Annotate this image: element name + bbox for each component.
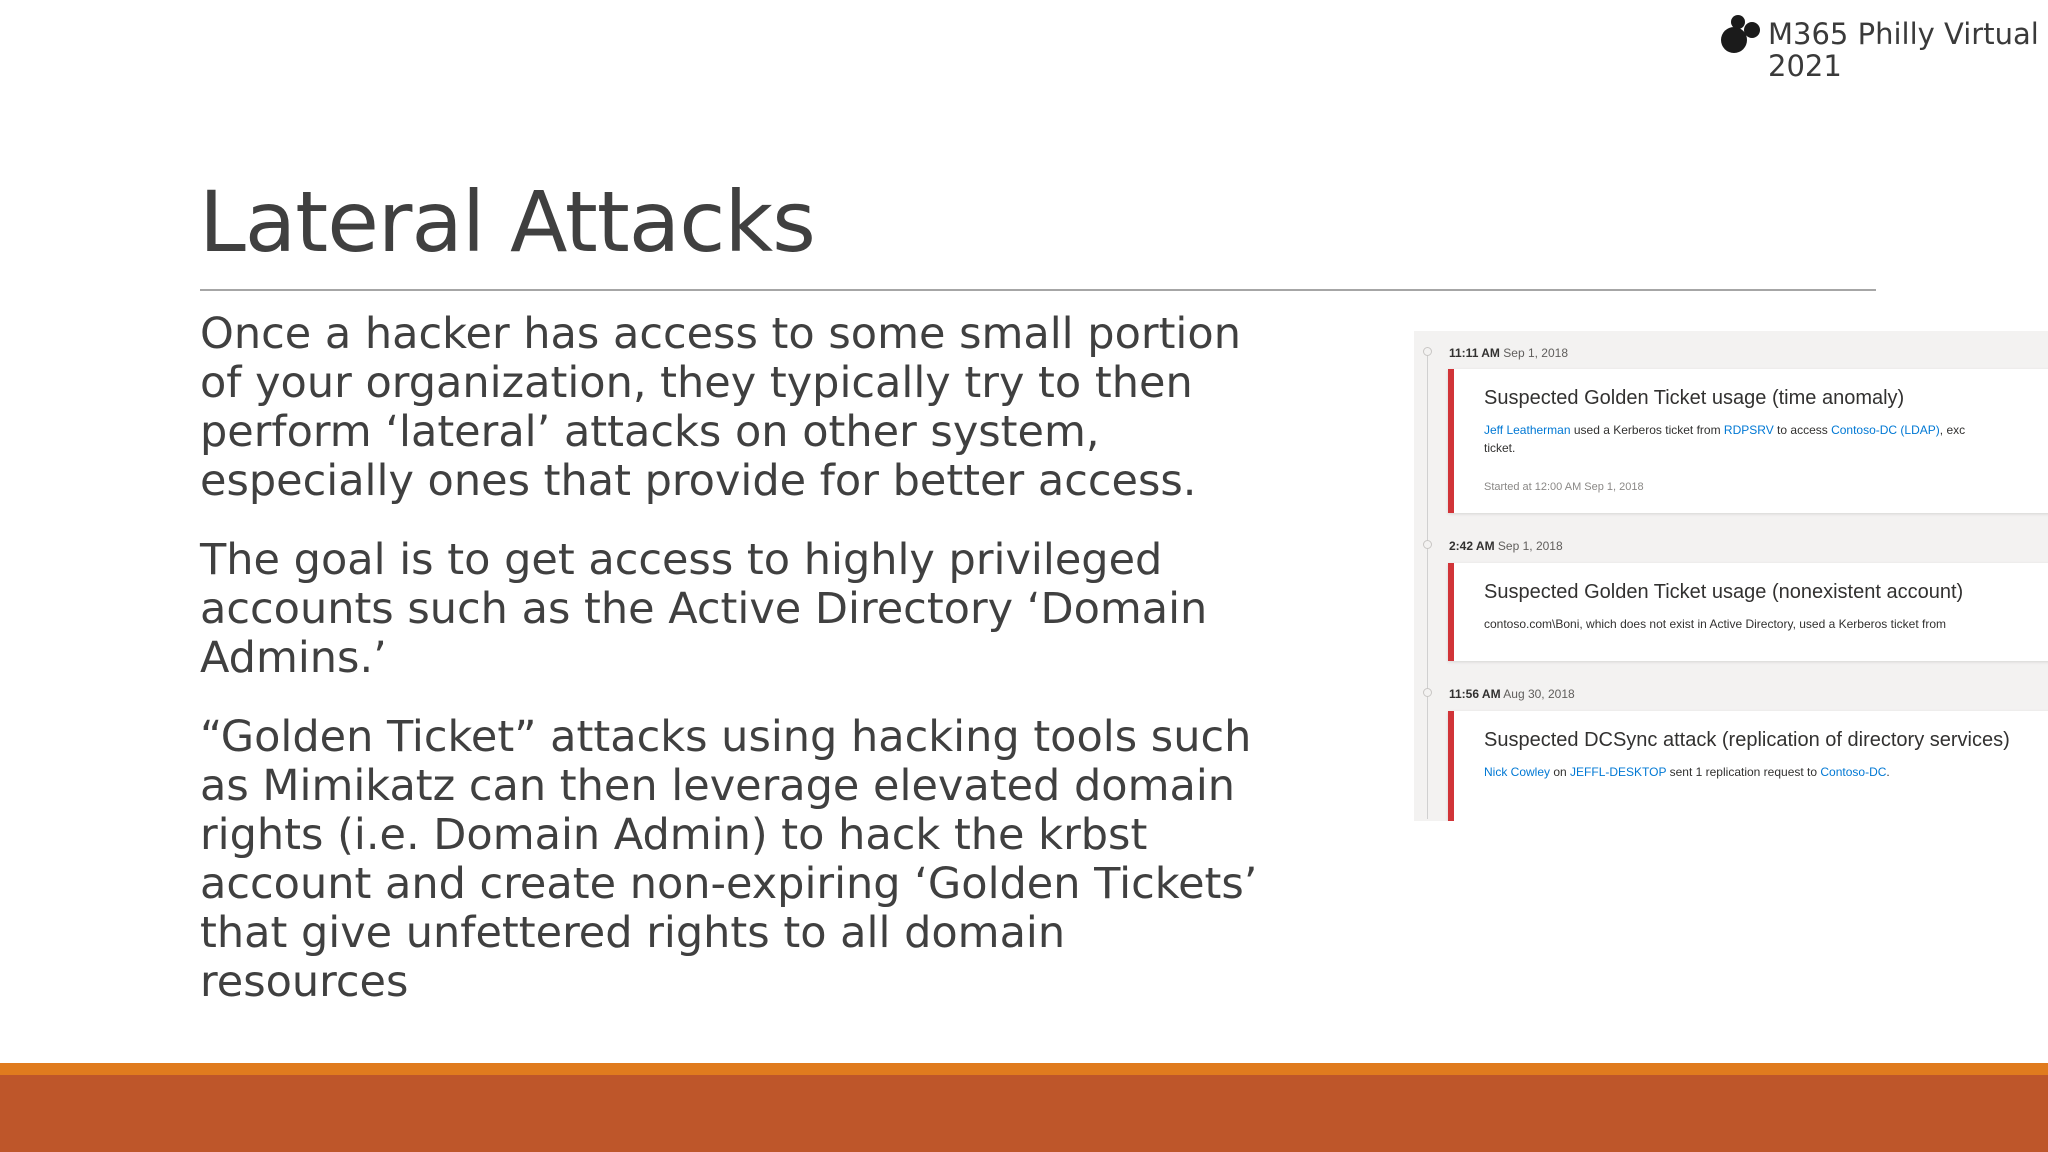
slide-body xyxy=(200,310,1280,1037)
desc-text: used a Kerberos ticket from xyxy=(1570,423,1724,437)
three-circles-logo-icon xyxy=(1714,14,1762,62)
timeline-dot xyxy=(1423,540,1432,549)
severity-bar xyxy=(1448,563,1454,661)
alert-timestamp xyxy=(1449,539,1563,553)
host-link[interactable]: JEFFL-DESKTOP xyxy=(1570,765,1667,779)
footer-accent-stripe xyxy=(0,1063,2048,1075)
alerts-screenshot xyxy=(1414,331,2048,821)
timeline-line xyxy=(1427,349,1428,819)
alert-time: 2:42 AM xyxy=(1449,539,1495,553)
severity-bar xyxy=(1448,369,1454,513)
alert-date: Sep 1, 2018 xyxy=(1503,346,1568,360)
host-link[interactable]: RDPSRV xyxy=(1723,423,1774,437)
desc-text: on xyxy=(1550,765,1571,779)
alert-timestamp xyxy=(1449,687,1575,701)
paragraph-golden-ticket: “Golden Ticket” attacks using hacking tools such as Mimikatz can then leverage elevated domain rights (i.e. Domain Admin) to hack the krbst account and create non-expiring ‘Golden Tickets’ that give unfettered rights to all domain resources xyxy=(200,712,1258,1007)
alert-card-golden-ticket-nonexistent[interactable] xyxy=(1448,563,2048,661)
alert-description xyxy=(1484,421,1965,457)
alert-title[interactable]: Suspected Golden Ticket usage (nonexistent account) xyxy=(1484,581,1964,603)
alert-description xyxy=(1484,763,1890,781)
alert-title[interactable]: Suspected DCSync attack (replication of directory services) xyxy=(1484,729,2010,751)
alert-title[interactable]: Suspected Golden Ticket usage (time anomaly) xyxy=(1484,387,1905,409)
user-link[interactable]: Nick Cowley xyxy=(1484,765,1551,779)
logo-line1: M365 Philly Virtual xyxy=(1768,17,2039,51)
timeline-dot xyxy=(1423,688,1432,697)
alert-card-dcsync[interactable] xyxy=(1448,711,2048,821)
event-logo xyxy=(1714,14,2044,86)
paragraph-goal: The goal is to get access to highly privileged accounts such as the Active Directory ‘Domain Admins.’ xyxy=(200,535,1208,683)
target-link[interactable]: Contoso-DC xyxy=(1820,765,1887,779)
logo-text xyxy=(1768,18,2039,82)
target-link[interactable]: Contoso-DC (LDAP) xyxy=(1831,423,1940,437)
title-divider xyxy=(200,289,1876,291)
alert-time: 11:56 AM xyxy=(1449,687,1501,701)
alert-timestamp xyxy=(1449,346,1568,360)
alert-time: 11:11 AM xyxy=(1449,346,1500,360)
desc-text: sent 1 replication request to xyxy=(1666,765,1821,779)
user-link[interactable]: Jeff Leatherman xyxy=(1484,423,1571,437)
logo-line2: 2021 xyxy=(1768,49,1842,83)
alert-date: Sep 1, 2018 xyxy=(1497,539,1563,553)
desc-text: . xyxy=(1886,765,1890,779)
desc-text: , exc xyxy=(1939,423,1966,437)
alert-card-golden-ticket-time[interactable] xyxy=(1448,369,2048,513)
alert-started-at: Started at 12:00 AM Sep 1, 2018 xyxy=(1484,481,1644,493)
alert-description: contoso.com\Boni, which does not exist in Active Directory, used a Kerberos ticket from xyxy=(1484,617,1946,631)
desc-text: to access xyxy=(1773,423,1832,437)
timeline-dot xyxy=(1423,347,1432,356)
slide-title: Lateral Attacks xyxy=(199,173,815,271)
desc-line2: ticket. xyxy=(1484,441,1516,455)
footer-band xyxy=(0,1075,2048,1152)
paragraph-lateral: Once a hacker has access to some small portion of your organization, they typically try to then perform ‘lateral’ attacks on other system, especially ones that provide for better access. xyxy=(200,309,1241,506)
alert-date: Aug 30, 2018 xyxy=(1503,687,1575,701)
severity-bar xyxy=(1448,711,1454,821)
